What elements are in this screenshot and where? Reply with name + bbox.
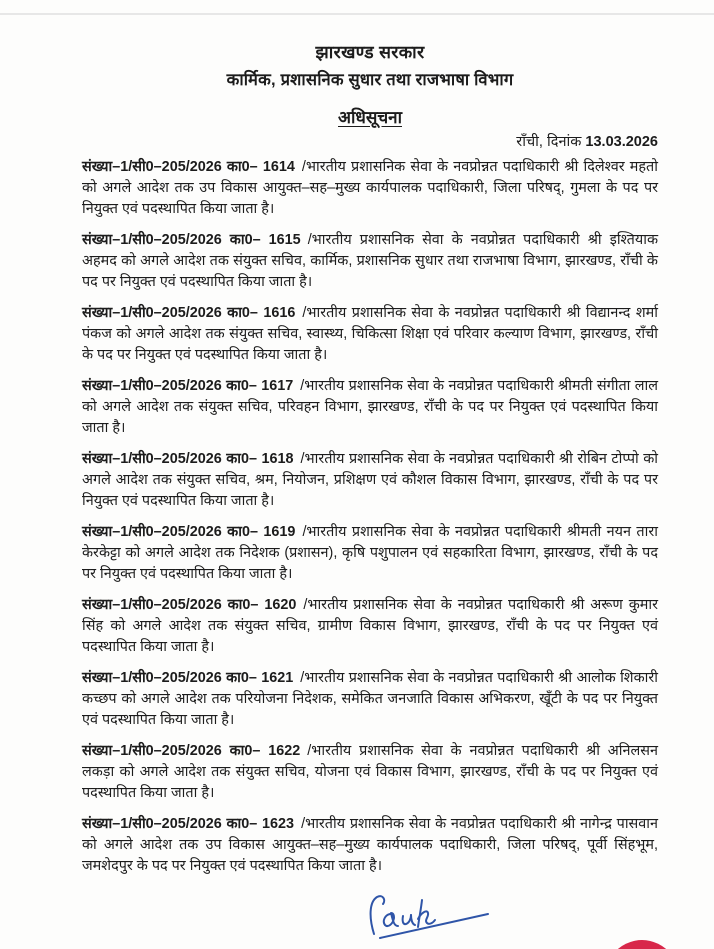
entry-text: /भारतीय प्रशासनिक सेवा के नवप्रोन्नत पदाधिकारी श्रीमती संगीता लाल को अगले आदेश तक संयुक्त सचिव, परिवहन विभाग, झारखण्ड, राँची के पद पर नियुक्त एवं पदस्थापित किया जाता है। xyxy=(82,378,658,436)
notification-entry xyxy=(82,449,658,512)
entry-reference: संख्या–1/सी0–205/2026 का0– 1614 xyxy=(82,159,295,175)
notification-entry xyxy=(82,668,658,731)
notification-entry xyxy=(82,157,658,220)
red-seal-ellipse xyxy=(600,940,684,949)
entry-text: /भारतीय प्रशासनिक सेवा के नवप्रोन्नत पदाधिकारी श्रीमती नयन तारा केरकेट्टा को अगले आदेश तक निदेशक (प्रशासन), कृषि पशुपालन एवं सहकारिता विभाग, झारखण्ड, राँची के पद पर नियुक्त एवं पदस्थापित किया जाता है। xyxy=(82,524,658,582)
entry-text: /भारतीय प्रशासनिक सेवा के नवप्रोन्नत पदाधिकारी श्री अरूण कुमार सिंह को अगले आदेश तक संयुक्त सचिव, ग्रामीण विकास विभाग, झारखण्ड, राँची के पद पर नियुक्त एवं पदस्थापित किया जाता है। xyxy=(82,597,658,655)
entry-text: /भारतीय प्रशासनिक सेवा के नवप्रोन्नत पदाधिकारी श्री इश्तियाक अहमद को अगले आदेश तक संयुक्त सचिव, कार्मिक, प्रशासनिक सुधार तथा राजभाषा विभाग, झारखण्ड, राँची के पद पर नियुक्त एवं पदस्थापित किया जाता है। xyxy=(82,232,658,290)
entry-reference: संख्या–1/सी0–205/2026 का0– 1621 xyxy=(82,670,294,686)
entry-reference: संख्या–1/सी0–205/2026 का0– 1618 xyxy=(82,451,294,467)
notification-entry xyxy=(82,741,658,804)
entry-text: /भारतीय प्रशासनिक सेवा के नवप्रोन्नत पदाधिकारी श्री विद्यानन्द शर्मा पंकज को अगले आदेश तक संयुक्त सचिव, स्वास्थ्य, चिकित्सा शिक्षा एवं परिवार कल्याण विभाग, झारखण्ड, राँची के पद पर नियुक्त एवं पदस्थापित किया जाता है। xyxy=(82,305,658,363)
entry-reference: संख्या–1/सी0–205/2026 का0– 1620 xyxy=(82,597,297,613)
notification-entry xyxy=(82,522,658,585)
entry-reference: संख्या–1/सी0–205/2026 का0– 1617 xyxy=(82,378,294,394)
signature-strokes xyxy=(371,896,488,938)
entry-text: /भारतीय प्रशासनिक सेवा के नवप्रोन्नत पदाधिकारी श्री नागेन्द्र पासवान को अगले आदेश तक उप विकास आयुक्त–सह–मुख्य कार्यपालक पदाधिकारी, जिला परिषद्, पूर्वी सिंहभूम, जमशेदपुर के पद पर नियुक्त एवं पदस्थापित किया जाता है। xyxy=(82,816,658,874)
entry-text: /भारतीय प्रशासनिक सेवा के नवप्रोन्नत पदाधिकारी श्री आलोक शिकारी कच्छप को अगले आदेश तक परियोजना निदेशक, समेकित जनजाति विकास अभिकरण, खूँटी के पद पर नियुक्त एवं पदस्थापित किया जाता है। xyxy=(82,670,658,728)
entry-reference: संख्या–1/सी0–205/2026 का0– 1615 xyxy=(82,232,301,248)
red-seal-partial xyxy=(592,930,692,949)
notification-entry xyxy=(82,303,658,366)
notification-entry xyxy=(82,230,658,293)
scan-edge-line xyxy=(0,13,714,15)
notification-entry xyxy=(82,595,658,658)
document-content xyxy=(82,40,658,877)
entry-reference: संख्या–1/सी0–205/2026 का0– 1623 xyxy=(82,816,295,832)
place-date-line xyxy=(82,132,658,153)
notification-entry xyxy=(82,814,658,877)
entry-reference: संख्या–1/सी0–205/2026 का0– 1616 xyxy=(82,305,296,321)
entry-reference: संख्या–1/सी0–205/2026 का0– 1619 xyxy=(82,524,296,540)
entry-text: /भारतीय प्रशासनिक सेवा के नवप्रोन्नत पदाधिकारी श्री अनिलसन लकड़ा को अगले आदेश तक संयुक्त सचिव, योजना एवं विकास विभाग, झारखण्ड, राँची के पद पर नियुक्त एवं पदस्थापित किया जाता है। xyxy=(82,743,658,801)
notification-heading-text: अधिसूचना xyxy=(338,108,402,127)
notification-heading xyxy=(82,107,658,129)
entry-text: /भारतीय प्रशासनिक सेवा के नवप्रोन्नत पदाधिकारी श्री दिलेश्वर महतो को अगले आदेश तक उप विकास आयुक्त–सह–मुख्य कार्यपालक पदाधिकारी, जिला परिषद्, गुमला के पद पर नियुक्त एवं पदस्थापित किया जाता है। xyxy=(82,159,658,217)
entry-text: /भारतीय प्रशासनिक सेवा के नवप्रोन्नत पदाधिकारी श्री रोबिन टोप्पो को अगले आदेश तक संयुक्त सचिव, श्रम, नियोजन, प्रशिक्षण एवं कौशल विकास विभाग, झारखण्ड, राँची के पद पर नियुक्त एवं पदस्थापित किया जाता है। xyxy=(82,451,658,509)
date-value: 13.03.2026 xyxy=(585,134,658,150)
notification-entry xyxy=(82,376,658,439)
place-date-label: राँची, दिनांक xyxy=(516,134,586,150)
department-title: कार्मिक, प्रशासनिक सुधार तथा राजभाषा विभाग xyxy=(226,71,514,89)
entry-reference: संख्या–1/सी0–205/2026 का0– 1622 xyxy=(82,743,301,759)
handwritten-signature-ink xyxy=(352,888,502,946)
government-title: झारखण्ड सरकार xyxy=(315,42,425,62)
